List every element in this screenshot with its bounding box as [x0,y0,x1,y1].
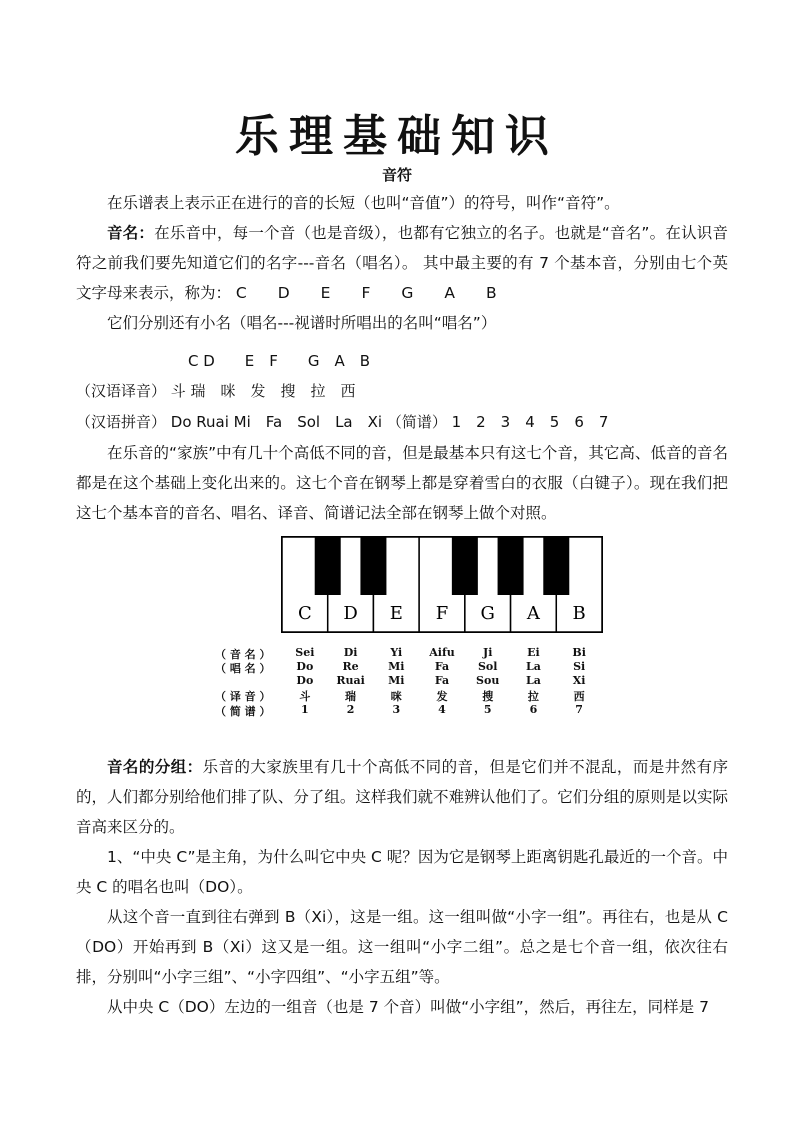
legend-cell: Xi [572,674,586,687]
white-key-label: B [572,603,586,624]
legend-cell: Ei [527,646,540,659]
legend-cell: Fa [434,674,450,687]
page-title: 乐理基础知识 [235,111,559,162]
note-letters-row: C D E F G A B [188,352,371,370]
legend-cell: Do [296,674,314,687]
white-key-label: G [480,603,495,624]
legend-cell: La [525,660,541,673]
legend-cell: Fa [434,660,450,673]
legend-cell: Mi [388,674,405,687]
black-key [360,537,386,595]
legend-cell: 4 [438,703,446,716]
legend-cell: Sei [295,646,315,659]
legend-cell: Re [342,660,359,673]
piano-keyboard [281,536,673,636]
legend-cell: Bi [572,646,586,659]
white-key-label: F [435,603,449,624]
white-key-label: E [389,603,403,624]
subtitle: 音符 [381,166,412,184]
legend-cell: Yi [390,646,403,659]
legend-cell: 咪 [390,690,402,703]
black-key [543,537,569,595]
legend-cell: 发 [436,690,448,703]
legend-label: （ 译 音 ） [215,690,271,703]
paragraph-2: 音名：在乐音中，每一个音（也是音级），也都有它独立的名子。也就是“音名”。在认识音符之前我们要先知道它们的名字---音名（唱名）。 其中最主要的有 7 个基本音，分别由七个英文字母来表示，称为： C D E F G A B [76,224,728,302]
legend-cell: Aifu [429,646,455,659]
paragraph-1: 在乐谱表上表示正在进行的音的长短（也叫“音值”）的符号，叫作“音符”。 [107,194,620,212]
paragraph-8: 从中央 C（DO）左边的一组音（也是 7 个音）叫做“小字组”，然后，再往左，同样是 7 [107,998,709,1016]
pinyin-row: （汉语拼音） Do Ruai Mi Fa Sol La Xi （简谱） 1 2 3 4 5 6 7 [76,413,609,431]
legend-cell: 2 [346,703,355,716]
legend-cell: Do [296,660,314,673]
black-key [315,537,341,595]
legend-cell: Si [573,660,586,673]
white-key-label: D [343,603,358,624]
white-key-label: A [526,603,540,624]
legend-label: （ 唱 名 ） [215,662,271,675]
grouping-section [76,752,728,1022]
para4-section [76,438,728,528]
black-key [452,537,478,595]
legend-cell: Sou [476,674,500,687]
legend-cell: 斗 [299,690,311,703]
legend-cell: 搜 [482,690,494,703]
legend-cell: Sol [477,660,498,673]
legend-label: （ 简 谱 ） [215,705,271,718]
term-yinming: 音名： [107,224,155,242]
paragraph-6: 1、“中央 C”是主角，为什么叫它中央 C 呢？因为它是钢琴上距离钥匙孔最近的一个音。中央 C 的唱名也叫（DO）。 [76,848,728,896]
legend-cell: 7 [575,703,583,716]
paragraph-4: 在乐音的“家族”中有几十个高低不同的音，但是最基本只有这七个音，其它高、低音的音名都是在这个基础上变化出来的。这七个音在钢琴上都是穿着雪白的衣服（白键子）。现在我们把这七个基本音的音名、唱名、译音、简谱记法全部在钢琴上做个对照。 [76,444,728,522]
legend-cell: 瑞 [345,690,357,703]
legend-cell: Ruai [336,674,365,687]
legend-cell: 5 [483,703,492,716]
paragraph-5: 音名的分组：乐音的大家族里有几十个高低不同的音，但是它们并不混乱，而是井然有序的，人们都分别给他们排了队、分了组。这样我们就不难辨认他们了。它们分组的原则是以实际音高来区分的。 [76,758,728,836]
paragraph-7: 从这个音一直到往右弹到 B（Xi），这是一组。这一组叫做“小字一组”。再往右，也是从 C（DO）开始再到 B（Xi）这又是一组。这一组叫“小字二组”。总之是七个音一组，依次往右排，分别叫“小字三组”、“小字四组”、“小字五组”等。 [76,908,728,986]
legend-cell: 6 [529,703,538,716]
legend-cell: 1 [301,703,309,716]
piano-diagram [215,536,607,716]
legend-cell: 西 [573,690,585,703]
intro-section [76,188,728,338]
legend-cell: Di [343,646,358,659]
term-grouping: 音名的分组： [107,758,203,776]
legend-cell: Mi [388,660,405,673]
legend-cell: Ji [483,646,493,659]
black-key [498,537,524,595]
yiyin-row: （汉语译音） 斗 瑞 咪 发 搜 拉 西 [76,382,356,400]
legend-cell: 3 [392,703,401,716]
legend-cell: 拉 [527,690,539,703]
paragraph-3: 它们分别还有小名（唱名---视谱时所唱出的名叫“唱名”） [107,314,497,332]
legend-cell: La [525,674,541,687]
legend-label: （ 音 名 ） [215,648,271,661]
white-key-label: C [297,603,312,624]
